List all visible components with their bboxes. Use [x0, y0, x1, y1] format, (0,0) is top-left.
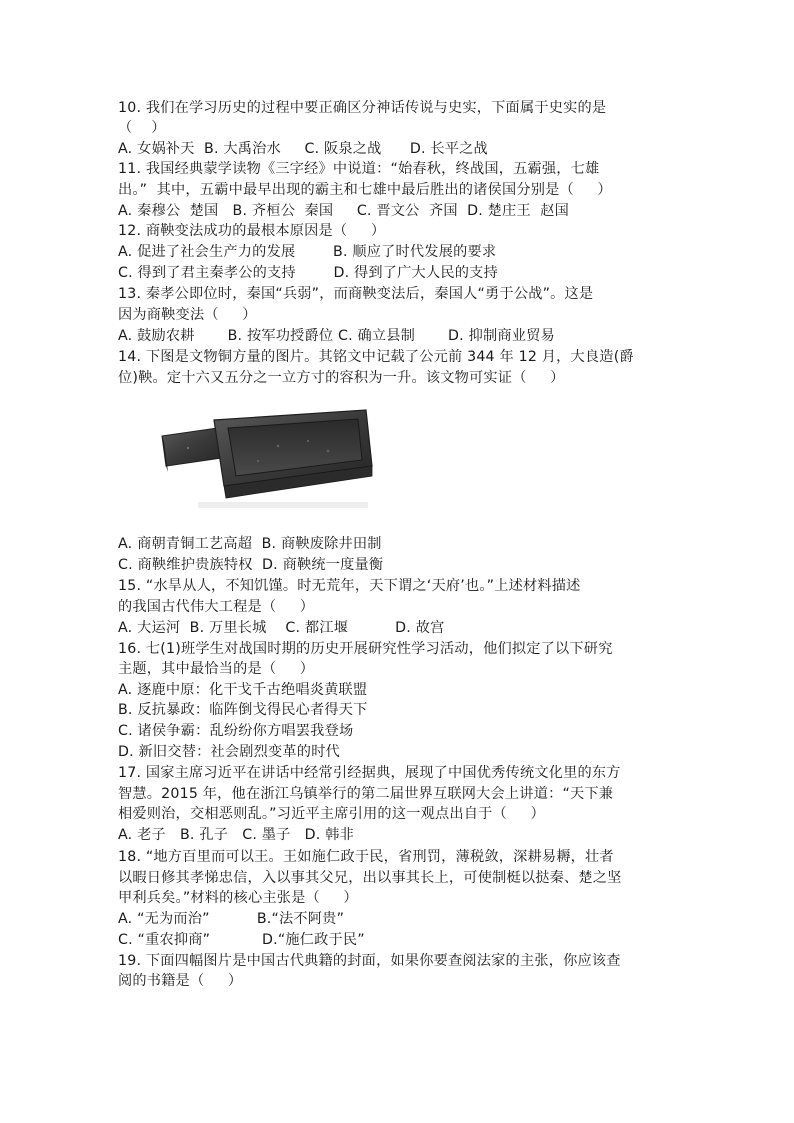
- q14-line2: 位)鞅。定十六又五分之一立方寸的容积为一升。该文物可实证（ ）: [118, 370, 565, 386]
- q18-line1: 18. “地方百里而可以王。王如施仁政于民，省刑罚，薄税敛，深耕易耨，壮者: [118, 849, 614, 865]
- q18-options-ab: A. “无为而治” B.“法不阿贵”: [118, 911, 345, 927]
- q13-options: A. 鼓励农耕 B. 按军功授爵位 C. 确立县制 D. 抑制商业贸易: [118, 328, 555, 344]
- q15-line1: 15. “水旱从人，不知饥馑。时无荒年，天下谓之‘天府’也。”上述材料描述: [118, 578, 581, 594]
- q13-line1: 13. 秦孝公即位时，秦国“兵弱”，而商鞅变法后，秦国人“勇于公战”。这是: [118, 286, 594, 302]
- q14-line1: 14. 下图是文物铜方量的图片。其铭文中记载了公元前 344 年 12 月，大良造(爵: [118, 349, 634, 365]
- q17-line1: 17. 国家主席习近平在讲话中经常引经据典，展现了中国优秀传统文化里的东方: [118, 765, 621, 781]
- q11-options: A. 秦穆公 楚国 B. 齐桓公 秦国 C. 晋文公 齐国 D. 楚庄王 赵国: [118, 203, 570, 219]
- q16-option-c: C. 诸侯争霸：乱纷纷你方唱罢我登场: [118, 723, 354, 739]
- q15-options: A. 大运河 B. 万里长城 C. 都江堰 D. 故宫: [118, 620, 445, 636]
- q17-line2: 智慧。2015 年，他在浙江乌镇举行的第二届世界互联网大会上讲道：“天下兼: [118, 786, 614, 802]
- q10-blank: （ ）: [118, 120, 166, 136]
- q15-line2: 的我国古代伟大工程是（ ）: [118, 599, 315, 615]
- q12-stem: 12. 商鞅变法成功的最根本原因是（ ）: [118, 223, 386, 239]
- q18-options-cd: C. “重农抑商” D.“施仁政于民”: [118, 932, 365, 948]
- q19-line2: 阅的书籍是（ ）: [118, 973, 243, 989]
- bronze-measure-image: [158, 406, 380, 518]
- q17-options: A. 老子 B. 孔子 C. 墨子 D. 韩非: [118, 827, 354, 843]
- q17-line3: 相爱则治，交相恶则乱。”习近平主席引用的这一观点出自于（ ）: [118, 806, 545, 822]
- q12-options-cd: C. 得到了君主秦孝公的支持 D. 得到了广大人民的支持: [118, 265, 498, 281]
- q18-line2: 以暇日修其孝悌忠信，入以事其父兄，出以事其长上，可使制梃以挞秦、楚之坚: [118, 870, 622, 886]
- q10-options: A. 女娲补天 B. 大禹治水 C. 阪泉之战 D. 长平之战: [118, 141, 488, 157]
- q19-line1: 19. 下面四幅图片是中国古代典籍的封面，如果你要查阅法家的主张，你应该查: [118, 953, 621, 969]
- q11-line2: 出。” 其中，五霸中最早出现的霸主和七雄中最后胜出的诸侯国分别是（ ）: [118, 182, 612, 198]
- q18-line3: 甲利兵矣。”材料的核心主张是（ ）: [118, 890, 358, 906]
- q14-options-cd: C. 商鞅维护贵族特权 D. 商鞅统一度量衡: [118, 557, 384, 573]
- q12-options-ab: A. 促进了社会生产力的发展 B. 顺应了时代发展的要求: [118, 244, 497, 260]
- q16-option-b: B. 反抗暴政：临阵倒戈得民心者得天下: [118, 702, 368, 718]
- q16-option-d: D. 新旧交替：社会剧烈变革的时代: [118, 744, 340, 760]
- q10-stem: 10. 我们在学习历史的过程中要正确区分神话传说与史实，下面属于史实的是: [118, 100, 607, 116]
- q16-line1: 16. 七(1)班学生对战国时期的历史开展研究性学习活动，他们拟定了以下研究: [118, 641, 613, 657]
- q13-line2: 因为商鞅变法（ ）: [118, 307, 257, 323]
- q14-options-ab: A. 商朝青铜工艺高超 B. 商鞅废除井田制: [118, 536, 382, 552]
- q16-line2: 主题，其中最恰当的是（ ）: [118, 661, 315, 677]
- q11-line1: 11. 我国经典蒙学读物《三字经》中说道：“始春秋，终战国，五霸强，七雄: [118, 161, 600, 177]
- q16-option-a: A. 逐鹿中原：化干戈千古绝唱炎黄联盟: [118, 682, 368, 698]
